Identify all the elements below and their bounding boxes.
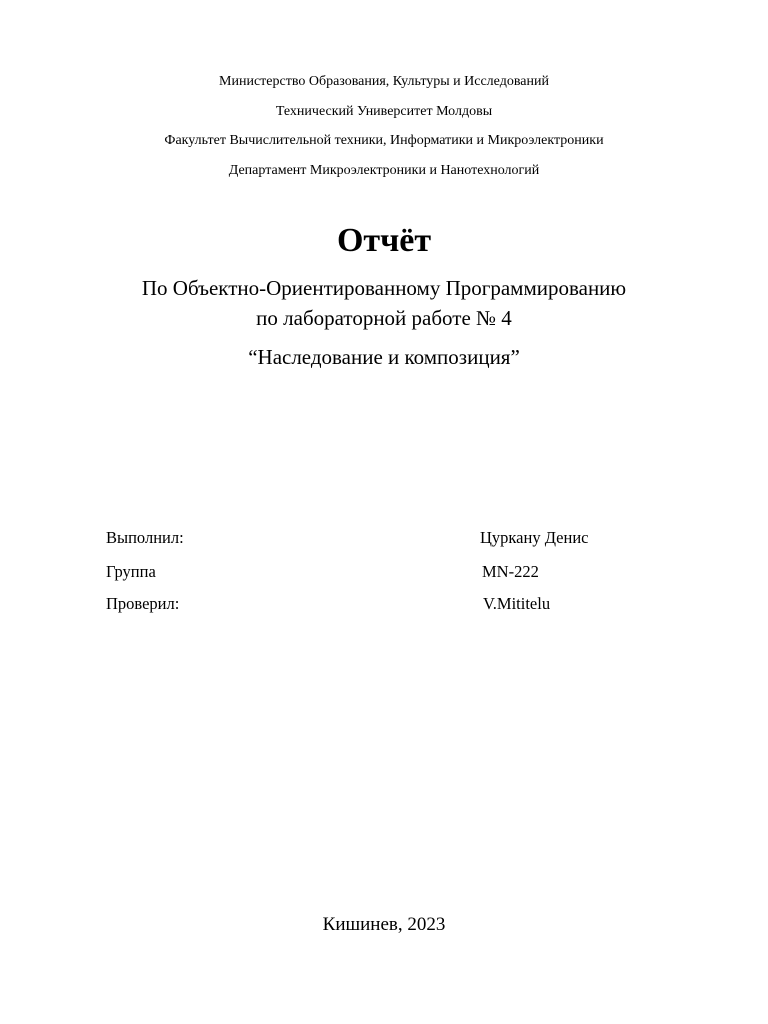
subject-line: По Объектно-Ориентированному Программированию — [141, 276, 627, 300]
university-line: Технический Университет Молдовы — [275, 104, 493, 119]
checked-by-value: V.Mititelu — [483, 594, 551, 613]
performed-by-label: Выполнил: — [106, 528, 184, 547]
city-year-footer: Кишинев, 2023 — [322, 914, 446, 935]
performed-by-value: Цуркану Денис — [480, 528, 589, 547]
faculty-line: Факультет Вычислительной техники, Информатики и Микроэлектроники — [164, 133, 604, 148]
group-label: Группа — [106, 562, 156, 581]
group-value: MN-222 — [482, 562, 539, 581]
ministry-line: Министерство Образования, Культуры и Исследований — [219, 74, 549, 89]
department-line: Департамент Микроэлектроники и Нанотехнологий — [228, 163, 540, 178]
checked-by-label: Проверил: — [106, 594, 180, 613]
lab-topic: “Наследование и композиция” — [248, 345, 520, 369]
report-title: Отчёт — [336, 222, 432, 259]
lab-number-line: по лабораторной работе № 4 — [256, 306, 512, 330]
